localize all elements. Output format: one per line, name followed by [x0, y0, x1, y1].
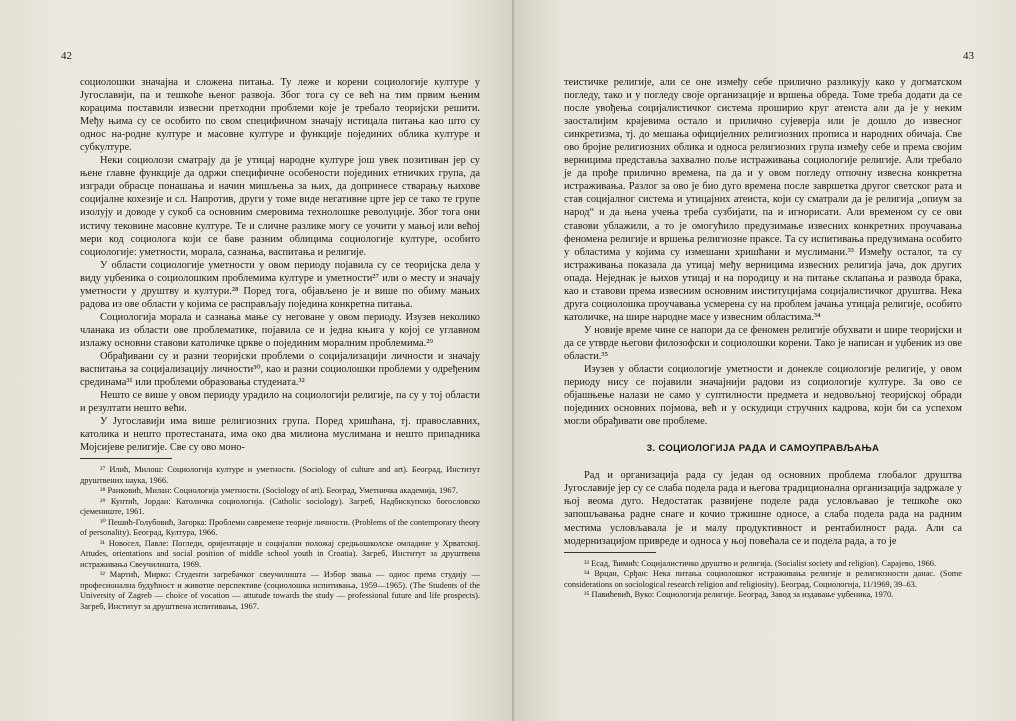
footnote: ³³ Есад, Ћимић: Социјалистичко друштво и религија. (Socialist society and religion). Сарајево, 1966. — [584, 558, 937, 568]
paragraph: Неки социолози сматрају да је утицај народне културе још увек позитиван јер су њене главне функције да одржи специфичне особености појединих етничких група, да изгради обрасце понашања и начин мишљења за њих, да допринесе стварању њихове социјалне кохезије и сл. Напротив, други у томе виде негативне црте јер се тако те групе изолују и доводе у сукоб са основним смеровима технолошке револуције. Због тога они истичу тековине масовне културе. Те и сличне разлике могу се уочити у мањој или већој мери код социолога који се баве разним облицима социологије културе, особито социологије: уметности, морала, сазнања, васпитања и религије. — [80, 155, 480, 258]
paragraph: Обрађивани су и разни теоријски проблеми о социјализацији личности и значају васпитања за социјализацију личности³⁰, као и разни социолошки проблеми у одређеним срединама³¹ или проблеми образовања студената.³² — [80, 350, 480, 389]
paragraph: Рад и организација рада су један од основних проблема глобалог друштва Југославије јер су се слаба подела рада и његова традиционална организација задржале у њој веома дуго. Недостатак развијене поделе рада условљавао је тешкоће око запошљавања радне снаге и кочио тржишне односе, а слаба подела рада на радним местима условљавала је и малу продуктивност и рентабилност рада. Али са модернизацијом привреде и односа у њој повећала се и подела рада, а то је — [564, 470, 962, 547]
footnote: ³⁴ Врцан, Срђан: Нека питања социолошког истраживања религије и религиозности данас. (Some considerations on sociological research religion and religiosity). Београд, Социологија, 11/1969, 39–63. — [564, 569, 962, 589]
footnote: ²⁹ Кунтић, Јордан: Католичка социологија. (Catholic sociology). Загреб, Надбискупско богословско сјемениште, 1961. — [80, 496, 480, 517]
paragraph: Изузев у области социологије уметности и донекле социологије религије, у овом периоду нису се појавили значајнији радови из социологије културе. За ово се објашњење налази не само у суптилности предмета и недовољној теоријској обради појединих основних појмова, већ и у оскудици стручних кадрова, који би са успехом могли обрађивати ове проблеме. — [564, 364, 962, 428]
footnote-divider — [564, 552, 656, 553]
right-page-body — [564, 76, 962, 601]
left-page-body — [80, 76, 480, 612]
footnote: ³² Мартић, Мирко: Студенти загребачког свеучилишта — Избор звања — однос према студију — професионална будућност и животне перспективе (социолошка испитивања, 1959—1965). (The Students of the University of Zagreb — choice of vocation — attutude towards the study — professional future and life prospects). Загреб, Институт за друштвена испитивања, 1967. — [80, 570, 480, 611]
paragraph: Социологија морала и сазнања мање су неговане у овом периоду. Изузев неколико чланака из области ове проблематике, појавила се и једна књига у којој се углавном излажу основни ставови католичке цркве о појединим моралним проблемима.²⁹ — [80, 311, 480, 349]
page-number-right: 43 — [963, 50, 974, 62]
right-page — [514, 0, 1016, 721]
paragraph: У новије време чине се напори да се феномен религије обухвати и шире теоријски и да се утврде његови филозофски и социолошки корени. Тако је написан и уџбеник из ове области.³⁵ — [564, 324, 962, 362]
footnote: ³⁰ Пешић-Голубовић, Загорка: Проблеми савремене теорије личности. (Problems of the contemporary theory of personality). Београд, Култура, 1966. — [80, 517, 480, 538]
paragraph: У области социологије уметности у овом периоду појавила су се теоријска дела у виду уџбеника о социолошким проблемима културе и уметности²⁷ или о месту и значају уметности у друштву и култури.²⁸ Поред тога, објављено је и више по обиму мањих радова из ове области у којима се расправљају поједина конкретна питања. — [80, 259, 480, 310]
page-number-left: 42 — [61, 50, 72, 62]
footnote: ²⁸ Ранковић, Милан: Социологија уметности. (Sociology of art). Београд, Уметничка академија, 1967. — [100, 486, 458, 496]
footnote: ³¹ Новосел, Павле: Погледи, оријентације и социјални положај средњошколске омладине у Хрватској. Attudes, orientations and social position of middle school youth in Croatia). Загреб, Институт за друштвена истраживања Свеучилишта, 1969. — [80, 538, 480, 569]
paragraph: теистичке религије, али се оне између себе прилично разликују како у догматском погледу, тако и у погледу своје организације и вршења обреда. Томе треба додати да се после увођења социјалистичког система проширио круг атеиста али да је у неким заосталијим крајевима остало и прилично сујеверја или је дошло до извесног синкретизма, тј. до мешања официјелних религиозних прописа и народних обичаја. Све ово бројне религиозних облика и односа религиозних група између себе и према својим верницима представља захвално поље истраживања социологије религије. Али требало је да прође прилично времена, па да и у овом погледу отпочну извесна конкретна истраживања. Разлог за ово је био дуго времена после завршетка другог светског рата и став социјалног система и утицајних атеиста, који су сматрали да је религија „опиум за народ“ и да њена учења треба сузбијати, па и игнорисати. Али временом су се ови ставови ублажили, а то је омогућило предузимање извесних конкретних проучавања феномена религије и вршења религиозне праксе. Та су испитивања предузимана особито у областима у којима су измешани хришћани и муслимани.³³ Између осталог, та су истраживања показала да утицај међу верницима извесних религија јача, док других опада. Неједнак је њихов утицај и на породицу и на питање склапања и развода брака, као и ставови према извесним основним институцијама социјалистичког друштва. Нека друга социолошка проучавања усмерена су на проблем јачања утицаја религије, особито католичке, на шире народне масе у извесним областима.³⁴ — [564, 77, 962, 323]
footnote-divider — [80, 458, 172, 459]
section-heading: 3. СОЦИОЛОГИЈА РАДА И САМОУПРАВЉАЊА — [646, 443, 880, 455]
paragraph: У Југославији има више религиозних група. Поред хришћана, тј. православних, католика и нешто протестаната, има око два милиона муслимана и нешто припадника Мојсијеве религије. Све су ово моно- — [80, 416, 480, 454]
footnote: ³⁵ Павићевић, Вуко: Социологија религије. Београд, Завод за издавање уџбеника, 1970. — [584, 590, 894, 600]
paragraph: Нешто се више у овом периоду урадило на социологији религије, па су у тој области и резултати нешто већи. — [80, 390, 480, 415]
footnote: ²⁷ Илић, Милош: Социологија културе и уметности. (Sociology of culture and art). Београд, Институт друштвених наука, 1966. — [80, 465, 480, 485]
paragraph: социолошки значајна и сложена питања. Ту леже и корени социологије културе у Југославији, па и тешкоће њеног развоја. Због тога су се већ на тим првим њеним корацима поставили извесни претходни проблеми које је требало теоријски решити. Међу њима су се особито по свом специфичном значају истицала питања као што су однос на-родне културе и масовне културе и функције појединих облика културе и субкултуре. — [80, 77, 480, 154]
